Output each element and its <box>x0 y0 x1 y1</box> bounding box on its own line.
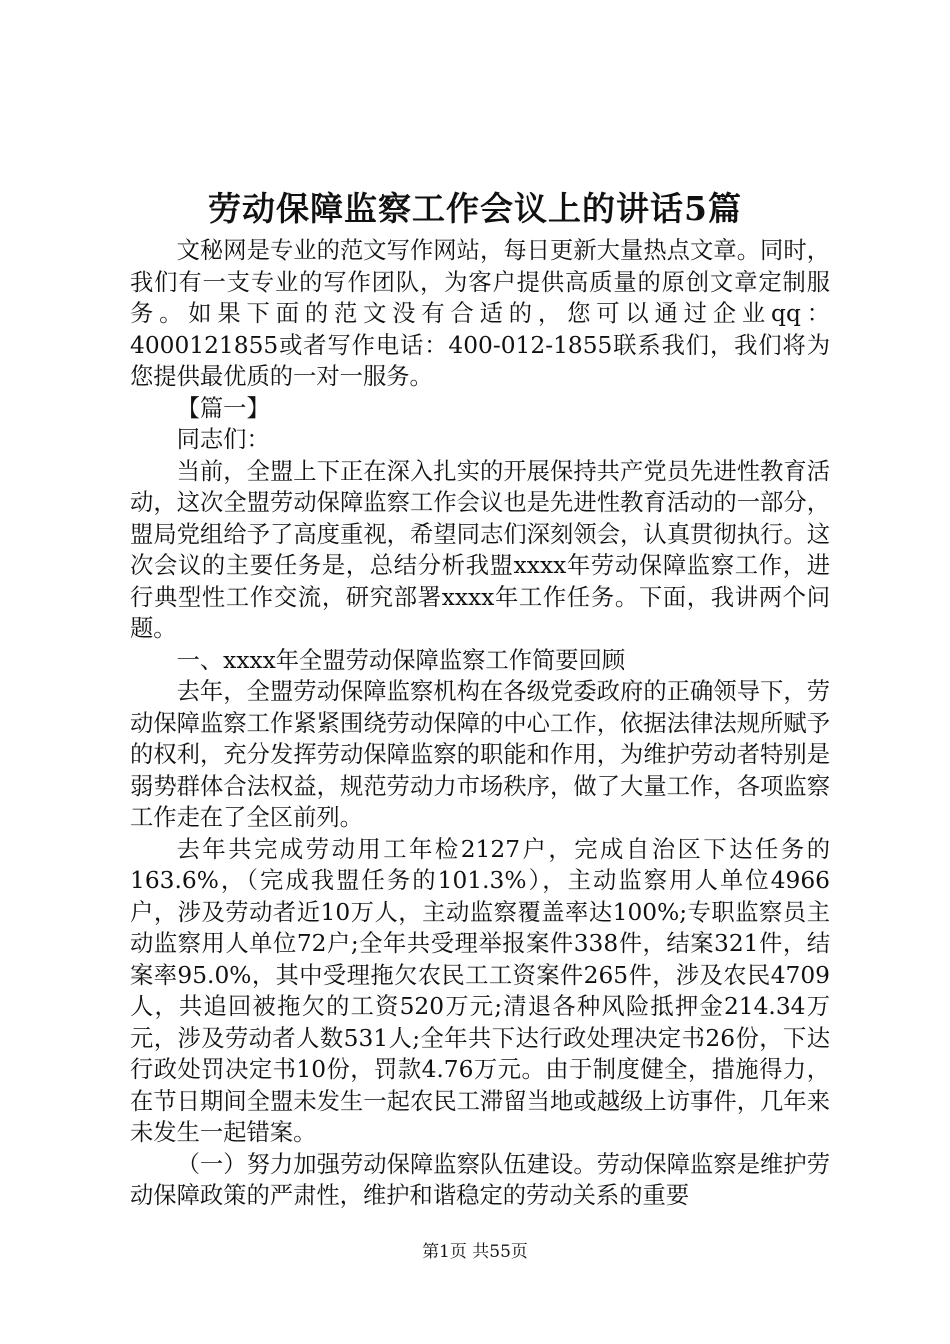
page-number-footer: 第1页 共55页 <box>422 1242 528 1262</box>
body-paragraph: 当前，全盟上下正在深入扎实的开展保持共产党员先进性教育活动，这次全盟劳动保障监察工作会议也是先进性教育活动的一部分，盟局党组给予了高度重视，希望同志们深刻领会，认真贯彻执行。这次会议的主要任务是，总结分析我盟xxxx年劳动保障监察工作，进行典型性工作交流，研究部署xxxx年工作任务。下面，我讲两个问题。 <box>130 457 830 642</box>
intro-paragraph: 文秘网是专业的范文写作网站，每日更新大量热点文章。同时，我们有一支专业的写作团队，为客户提供高质量的原创文章定制服务。如果下面的范文没有合适的，您可以通过企业qq：4000121855或者写作电话：400-012-1855联系我们，我们将为您提供最优质的一对一服务。 <box>130 237 830 390</box>
body-paragraph: （一）努力加强劳动保障监察队伍建设。劳动保障监察是维护劳动保障政策的严肃性，维护和谐稳定的劳动关系的重要 <box>130 1150 830 1209</box>
section-heading: 一、xxxx年全盟劳动保障监察工作简要回顾 <box>176 646 626 674</box>
body-paragraph: 去年共完成劳动用工年检2127户，完成自治区下达任务的163.6%，（完成我盟任务的101.3%），主动监察用人单位4966户，涉及劳动者近10万人，主动监察覆盖率达100%;专职监察员主动监察用人单位72户;全年共受理举报案件338件，结案321件，结案率95.0%，其中受理拖欠农民工工资案件265件，涉及农民4709人，共追回被拖欠的工资520万元;清退各种风险抵押金214.34万元，涉及劳动者人数531人;全年共下达行政处理决定书26份，下达行政处罚决定书10份，罚款4.76万元。由于制度健全，措施得力，在节日期间全盟未发生一起农民工滞留当地或越级上访事件，几年来未发生一起错案。 <box>130 835 830 1146</box>
section-heading-part-one: 【篇一】 <box>176 394 270 422</box>
body-paragraph: 去年，全盟劳动保障监察机构在各级党委政府的正确领导下，劳动保障监察工作紧紧围绕劳动保障的中心工作，依据法律法规所赋予的权利，充分发挥劳动保障监察的职能和作用，为维护劳动者特别是弱势群体合法权益，规范劳动力市场秩序，做了大量工作，各项监察工作走在了全区前列。 <box>130 678 830 831</box>
document-body <box>130 235 830 1212</box>
document-title: 劳动保障监察工作会议上的讲话5篇 <box>208 189 742 228</box>
salutation: 同志们： <box>176 426 270 453</box>
